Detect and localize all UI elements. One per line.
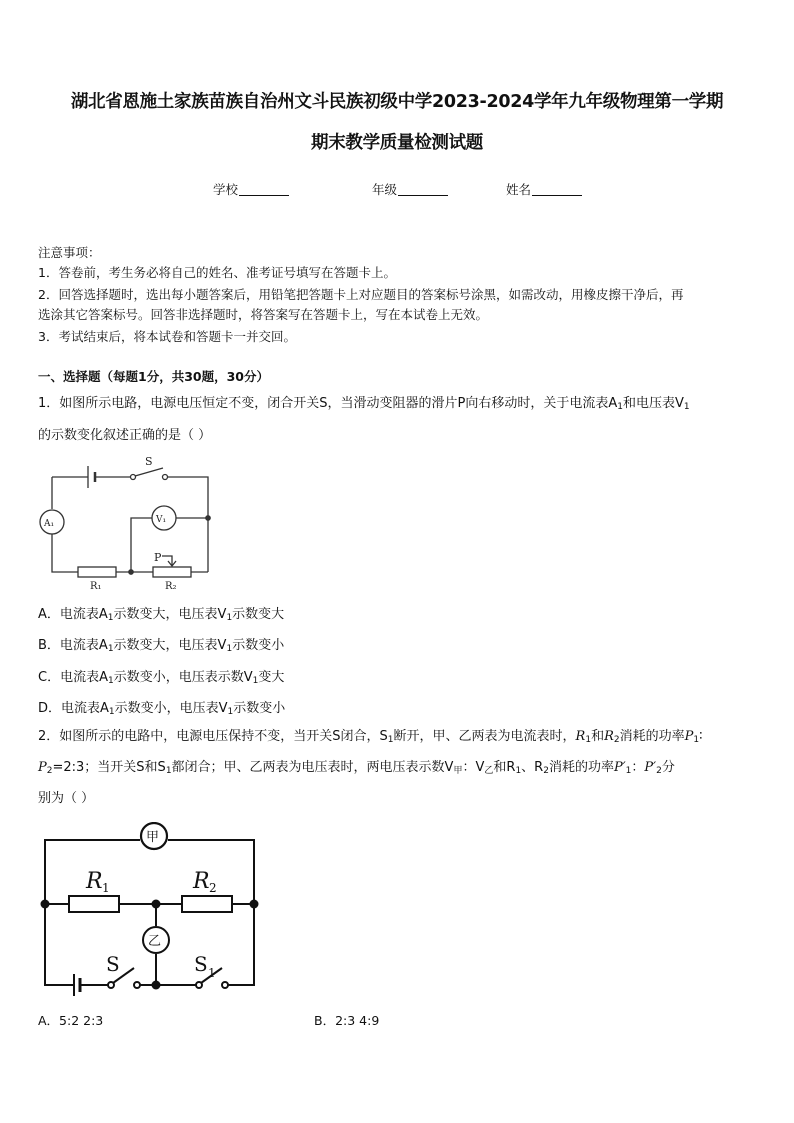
q1-opt-d-sub2: 1	[227, 707, 234, 717]
q1-option-b[interactable]	[38, 634, 284, 654]
notes-item-3: 3．考试结束后，将本试卷和答题卡一并交回。	[38, 329, 296, 344]
q1-opt-b-2: 示数变大，电压表V	[113, 638, 227, 653]
q1-option-a[interactable]	[38, 603, 284, 623]
q2-fig-jia: 甲	[146, 830, 160, 845]
notes-item-2: 2．回答选择题时，选出每小题答案后，用铅笔把答题卡上对应题目的答案标号涂黑，如需改动，用橡皮擦干净后，再	[38, 287, 684, 302]
q2-fig-r1: R	[86, 869, 103, 894]
q1-option-d[interactable]	[38, 697, 285, 717]
notes-item-1: 1．答卷前，考生务必将自己的姓名、准考证号填写在答题卡上。	[38, 265, 396, 280]
q2-r1-sub: 1	[585, 735, 592, 745]
q2-t2c: ：V	[462, 760, 485, 775]
q2-t2j: 分	[661, 760, 675, 775]
q1-opt-b-1: B．电流表A	[38, 638, 108, 653]
q1-opt-c-sub2: 1	[252, 676, 259, 686]
q1-opt-b-sub1: 1	[107, 644, 114, 654]
grade-label: 年级	[372, 182, 398, 197]
section-heading: 一、选择题（每题1分，共30题，30分）	[38, 369, 269, 384]
q2-t1b: 断开，甲、乙两表为电流表时，	[393, 729, 576, 744]
q1-circuit-diagram	[38, 452, 218, 594]
q1-opt-d-sub1: 1	[108, 707, 115, 717]
school-field	[213, 180, 289, 198]
q2-fig-yi: 乙	[148, 934, 162, 949]
q1-opt-c-2: 示数变小，电压表示数V	[113, 670, 253, 685]
q2-fig-r1-sub: 1	[102, 881, 110, 895]
q1-opt-c-1: C．电流表A	[38, 670, 108, 685]
grade-field	[372, 180, 448, 198]
q1-fig-label-s: S	[145, 455, 153, 468]
q1-text-b: 和电压表V	[623, 396, 684, 411]
q2-stem-line1	[38, 729, 703, 748]
q1-opt-a-2: 示数变大，电压表V	[113, 607, 227, 622]
page-title-line1: 湖北省恩施土家族苗族自治州文斗民族初级中学2023-2024学年九年级物理第一学期	[70, 92, 724, 112]
q2-t2g-sub: 1	[625, 766, 632, 776]
notes-item-2-cont: 选涂其它答案标号。回答非选择题时，将答案写在答题卡上，写在本试卷上无效。	[38, 307, 489, 322]
q1-sub-a: 1	[617, 402, 623, 412]
school-label: 学校	[213, 182, 239, 197]
q2-t2i: P′	[644, 760, 657, 775]
q1-text-a: 1．如图所示电路，电源电压恒定不变，闭合开关S，当滑动变阻器的滑片P向右移动时，关于电流表A	[38, 396, 618, 411]
q2-t2e-sub: 2	[543, 766, 549, 776]
name-blank	[532, 182, 582, 196]
q2-t1d: 消耗的功率	[619, 729, 685, 744]
school-blank	[239, 182, 289, 196]
q2-t1a: 2．如图所示的电路中，电源电压保持不变，当开关S闭合，S	[38, 729, 388, 744]
q2-jia-sub: 甲	[453, 766, 463, 776]
q2-t2h: ：	[631, 760, 645, 775]
q2-t2f: 消耗的功率	[548, 760, 614, 775]
q2-option-a[interactable]: A．5:2 2:3	[38, 1013, 104, 1028]
q2-fig-s1: S	[194, 952, 208, 976]
notes-heading: 注意事项：	[38, 245, 101, 260]
q2-p2-sub: 2	[46, 766, 53, 776]
q2-t2i-sub: 2	[656, 766, 662, 776]
q2-t2g: P′	[613, 760, 626, 775]
q2-t1-sub1: 1	[387, 735, 394, 745]
q2-t2d-sub: 1	[515, 766, 522, 776]
q2-t2b: 都闭合；甲、乙两表为电压表时，两电压表示数V	[171, 760, 454, 775]
q2-p1-sub: 1	[693, 735, 700, 745]
name-field	[506, 180, 582, 198]
page-title-line2: 期末教学质量检测试题	[311, 133, 483, 153]
q1-opt-a-sub1: 1	[107, 613, 114, 623]
q2-yi-sub: 乙	[484, 766, 494, 776]
q2-stem-line3: 别为（ ）	[38, 791, 95, 806]
q2-t2d: 和R	[493, 760, 516, 775]
q1-stem-line2: 的示数变化叙述正确的是（ ）	[38, 428, 212, 443]
q1-opt-b-sub2: 1	[226, 644, 233, 654]
q1-fig-label-r2: R₂	[165, 581, 177, 592]
q2-circuit-diagram	[36, 822, 266, 1002]
q1-fig-label-a1: A₁	[44, 519, 55, 529]
q2-t1c: 和	[591, 729, 605, 744]
q1-opt-d-2: 示数变小，电压表V	[114, 701, 228, 716]
q1-fig-label-v1: V₁	[156, 515, 167, 525]
q2-t2a: =2:3；当开关S和S	[52, 760, 166, 775]
q2-fig-s1-sub: 1	[208, 966, 216, 980]
q1-opt-c-3: 变大	[258, 670, 285, 685]
q1-opt-d-3: 示数变小	[233, 701, 286, 716]
q1-opt-a-3: 示数变大	[232, 607, 285, 622]
q1-option-c[interactable]	[38, 666, 284, 686]
q1-opt-a-sub2: 1	[226, 613, 233, 623]
q2-t2e: 、R	[521, 760, 544, 775]
q1-fig-label-p: P	[154, 551, 162, 564]
name-label: 姓名	[506, 182, 532, 197]
q2-t1e: ∶	[699, 729, 703, 744]
q2-p2: P	[38, 760, 47, 775]
q2-stem-line2	[38, 760, 675, 779]
q2-fig-r2-sub: 2	[209, 881, 217, 895]
q1-stem-line1	[38, 396, 690, 415]
q2-option-b[interactable]: B．2:3 4:9	[314, 1013, 380, 1028]
q2-t2a-sub: 1	[165, 766, 172, 776]
q1-opt-b-3: 示数变小	[232, 638, 285, 653]
q1-opt-a-1: A．电流表A	[38, 607, 108, 622]
q1-sub-v: 1	[683, 402, 690, 412]
q1-opt-d-1: D．电流表A	[38, 701, 109, 716]
q1-fig-label-r1: R₁	[90, 581, 102, 592]
q2-r2-sub: 2	[613, 735, 620, 745]
q2-r1: R	[575, 729, 586, 744]
q1-opt-c-sub1: 1	[107, 676, 114, 686]
grade-blank	[398, 182, 448, 196]
q2-fig-r2: R	[193, 869, 210, 894]
q2-r2: R	[604, 729, 614, 744]
q2-p1: P	[684, 729, 694, 744]
q2-fig-s: S	[106, 952, 120, 976]
